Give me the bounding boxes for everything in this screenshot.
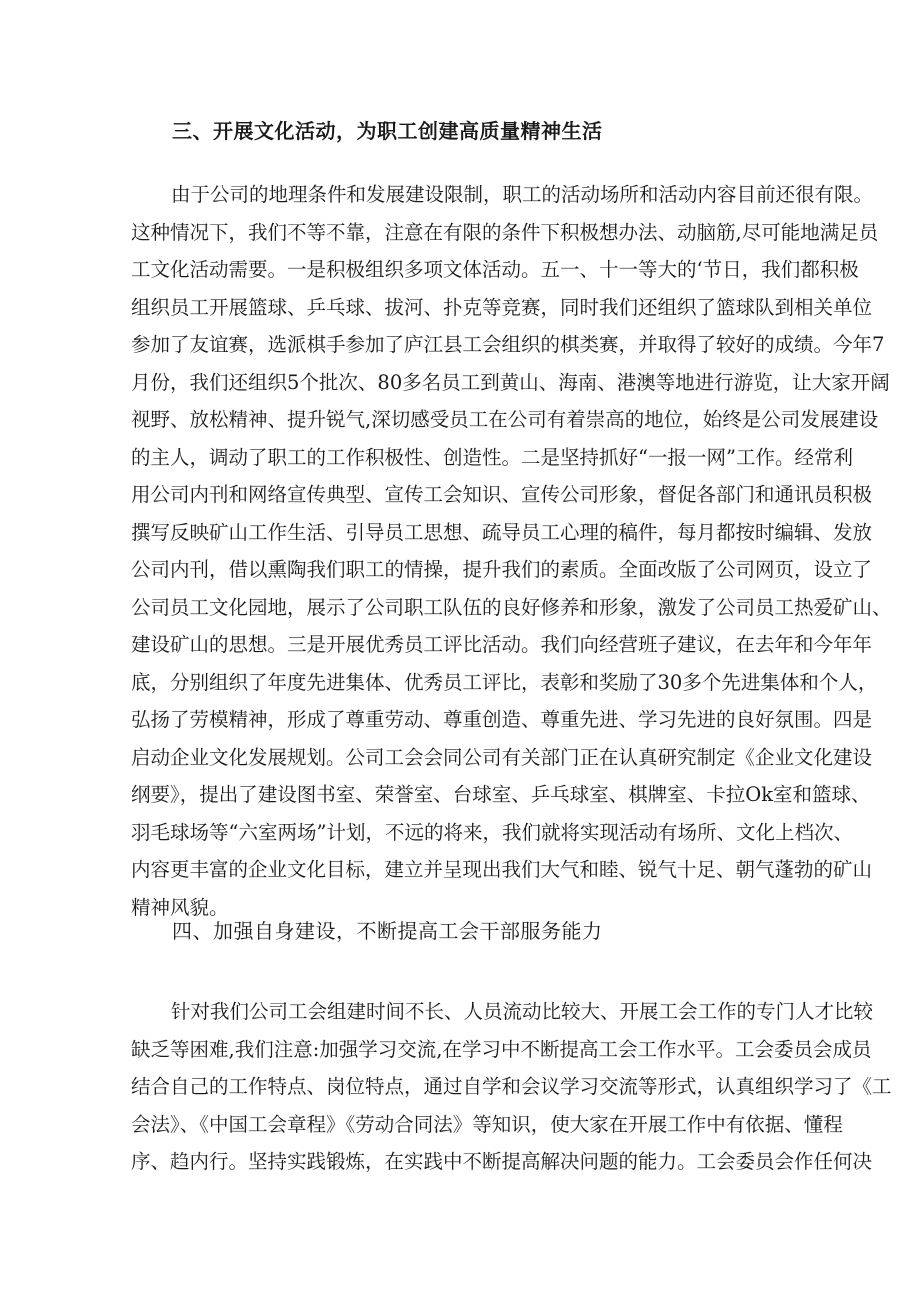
paragraph-line: 精神风貌。 bbox=[131, 895, 229, 919]
paragraph-line: 启动企业文化发展规划。公司工会会同公司有关部门正在认真研究制定《企业文化建设 bbox=[131, 745, 873, 769]
paragraph-line: 羽毛球场等“六室两场”计划，不远的将来，我们就将实现活动有场所、文化上档次、 bbox=[131, 820, 853, 844]
section-3-paragraph bbox=[131, 176, 892, 926]
paragraph-line: 内容更丰富的企业文化目标，建立并呈现出我们大气和睦、锐气十足、朝气蓬勃的矿山 bbox=[131, 858, 873, 881]
section-heading-4: 四、加强自身建设，不断提高工会干部服务能力 bbox=[172, 919, 603, 943]
paragraph-line: 针对我们公司工会组建时间不长、人员流动比较大、开展工会工作的专门人才比较 bbox=[171, 1000, 874, 1023]
paragraph-line: 工文化活动需要。一是积极组织多项文体活动。五一、十一等大的‘节日，我们都积极 bbox=[131, 258, 859, 281]
paragraph-line: 序、趋内行。坚持实践锻炼，在实践中不断提高解决问题的能力。工会委员会作任何决 bbox=[131, 1150, 873, 1173]
paragraph-line: 公司内刊，借以熏陶我们职工的情操，提升我们的素质。全面改版了公司网页，设立了 bbox=[131, 558, 873, 581]
paragraph-line: 月份，我们还组织5个批次、80多名员工到黄山、海南、港澳等地进行游览，让大家开阔 bbox=[131, 370, 890, 394]
paragraph-line: 底，分别组织了年度先进集体、优秀员工评比，表彰和奖励了30多个先进集体和个人， bbox=[131, 670, 878, 694]
paragraph-line: 纲要》，提出了建设图书室、荣誉室、台球室、乒乓球室、棋牌室、卡拉Ok室和篮球、 bbox=[131, 783, 871, 806]
paragraph-line: 缺乏等困难,我们注意:加强学习交流,在学习中不断提高工会工作水平。工会委员会成员 bbox=[131, 1037, 872, 1061]
section-4-paragraph bbox=[131, 993, 892, 1181]
paragraph-line: 这种情况下，我们不等不靠，注意在有限的条件下积极想办法、动脑筋,尽可能地满足员 bbox=[131, 220, 879, 244]
paragraph-line: 参加了友谊赛，选派棋手参加了庐江县工会组织的棋类赛，并取得了较好的成绩。今年7 bbox=[131, 333, 885, 356]
paragraph-line: 视野、放松精神、提升锐气,深切感受员工在公司有着崇高的地位，始终是公司发展建设 bbox=[131, 408, 879, 431]
section-heading-3: 三、开展文化活动，为职工创建高质量精神生活 bbox=[172, 119, 603, 143]
paragraph-line: 的主人，调动了职工的工作积极性、创造性。二是坚持抓好“一报一网”工作。经常利 bbox=[131, 445, 853, 469]
paragraph-line: 会法》、《中国工会章程》《劳动合同法》等知识，使大家在开展工作中有依据、懂程 bbox=[131, 1112, 843, 1136]
paragraph-line: 撰写反映矿山工作生活、引导员工思想、疏导员工心理的稿件，每月都按时编辑、发放 bbox=[131, 520, 873, 544]
paragraph-line: 用公司内刊和网络宣传典型、宣传工会知识、宣传公司形象，督促各部门和通讯员积极 bbox=[131, 483, 873, 506]
paragraph-line: 公司员工文化园地，展示了公司职工队伍的良好修养和形象，激发了公司员工热爱矿山、 bbox=[131, 595, 892, 619]
paragraph-line: 由于公司的地理条件和发展建设限制，职工的活动场所和活动内容目前还很有限。 bbox=[171, 183, 874, 206]
paragraph-line: 建设矿山的思想。三是开展优秀员工评比活动。我们向经营班子建议，在去年和今年年 bbox=[131, 633, 873, 656]
paragraph-line: 弘扬了劳模精神，形成了尊重劳动、尊重创造、尊重先进、学习先进的良好氛围。四是 bbox=[131, 708, 873, 731]
paragraph-line: 结合自己的工作特点、岗位特点，通过自学和会议学习交流等形式，认真组织学习了《工 bbox=[131, 1075, 892, 1098]
paragraph-line: 组织员工开展篮球、乒乓球、拔河、扑克等竞赛，同时我们还组织了篮球队到相关单位 bbox=[131, 295, 873, 319]
